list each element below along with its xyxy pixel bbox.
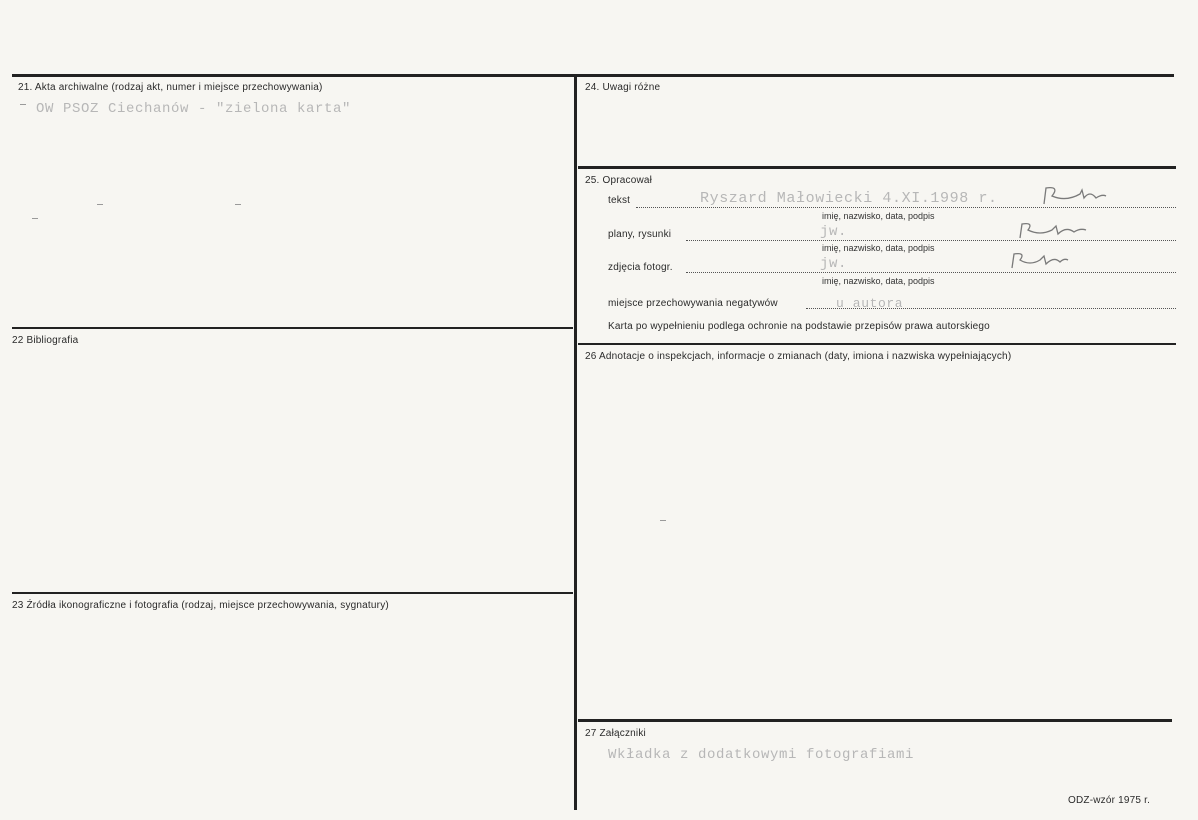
section-23-label: 23 Źródła ikonograficzne i fotografia (rodzaj, miejsce przechowywania, sygnatury) [12, 600, 389, 611]
signature-1 [1040, 186, 1110, 208]
negatives-value: u autora [836, 296, 904, 311]
row-photos-value: jw. [820, 256, 848, 272]
rule-24-25 [578, 166, 1176, 169]
row-plans-label: plany, rysunki [608, 229, 672, 240]
section-21-value: OW PSOZ Ciechanów - "zielona karta" [36, 101, 352, 117]
speck [235, 204, 241, 205]
signature-2 [1016, 222, 1088, 242]
speck [32, 218, 38, 219]
row-plans-value: jw. [820, 224, 848, 240]
section-25-label: 25. Opracował [585, 175, 653, 186]
top-rule [12, 74, 1174, 77]
rule-25-26 [578, 343, 1176, 345]
section-22-label: 22 Bibliografia [12, 335, 79, 346]
rule-26-27 [578, 719, 1172, 722]
speck [660, 520, 666, 521]
row-plans-line [686, 240, 1176, 241]
form-id: ODZ-wzór 1975 r. [1068, 795, 1151, 806]
row-plans-caption: imię, nazwisko, data, podpis [822, 243, 935, 253]
row-photos-label: zdjęcia fotogr. [608, 262, 673, 273]
section-27-label: 27 Załączniki [585, 728, 646, 739]
section-21-label: 21. Akta archiwalne (rodzaj akt, numer i miejsce przechowywania) [18, 82, 323, 93]
row-text-value: Ryszard Małowiecki 4.XI.1998 r. [700, 190, 998, 207]
row-photos-caption: imię, nazwisko, data, podpis [822, 276, 935, 286]
column-divider [574, 76, 577, 810]
rule-22-23 [12, 592, 573, 594]
section-24-label: 24. Uwagi różne [585, 82, 661, 93]
row-text-label: tekst [608, 195, 631, 206]
speck [97, 204, 103, 205]
signature-3 [1008, 252, 1070, 272]
negatives-label: miejsce przechowywania negatywów [608, 298, 778, 309]
section-26-label: 26 Adnotacje o inspekcjach, informacje o zmianach (daty, imiona i nazwiska wypełniających) [585, 351, 1012, 362]
row-photos-line [686, 272, 1176, 273]
section-27-value: Wkładka z dodatkowymi fotografiami [608, 747, 915, 763]
rule-21-22 [12, 327, 573, 329]
row-text-caption: imię, nazwisko, data, podpis [822, 211, 935, 221]
copyright-note: Karta po wypełnieniu podlega ochronie na podstawie przepisów prawa autorskiego [608, 321, 990, 332]
speck [20, 104, 26, 105]
